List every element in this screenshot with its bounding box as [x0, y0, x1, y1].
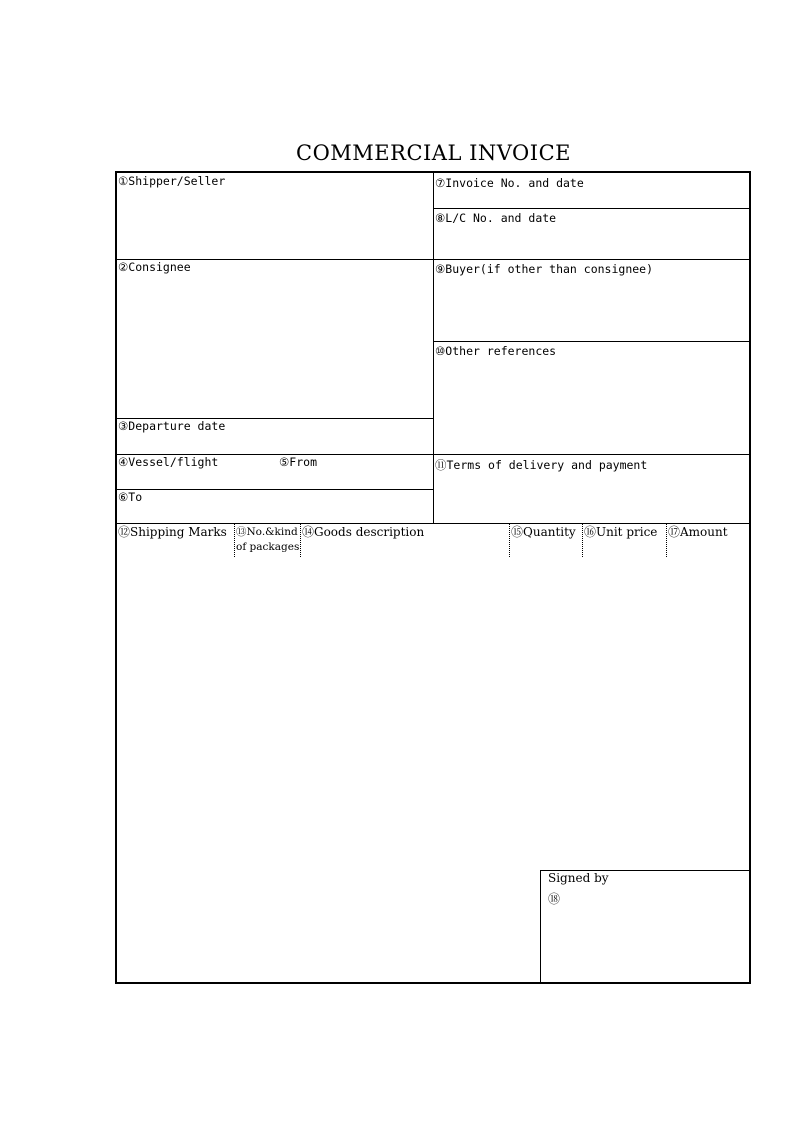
- shipper-label: ①Shipper/Seller: [118, 174, 226, 188]
- lc-no-label: ⑧L/C No. and date: [435, 211, 557, 225]
- divider: [117, 259, 751, 260]
- invoice-no-label: ⑦Invoice No. and date: [435, 176, 584, 190]
- divider: [433, 173, 434, 524]
- col-shipping-marks: ⑫Shipping Marks: [118, 525, 227, 539]
- buyer-label: ⑨Buyer(if other than consignee): [435, 262, 654, 276]
- column-separator: [234, 524, 235, 557]
- signed-by-label: Signed by: [548, 871, 609, 885]
- from-label: ⑤From: [279, 455, 318, 469]
- signature-number: ⑱: [548, 892, 561, 906]
- divider: [433, 341, 751, 342]
- col-quantity: ⑮Quantity: [511, 525, 576, 539]
- col-amount: ⑰Amount: [668, 525, 728, 539]
- departure-date-label: ③Departure date: [118, 419, 226, 433]
- col-packages-line2: of packages: [236, 541, 300, 553]
- vessel-label: ④Vessel/flight: [118, 455, 219, 469]
- divider: [117, 523, 751, 524]
- column-separator: [666, 524, 667, 557]
- col-goods-description: ⑭Goods description: [302, 525, 425, 539]
- column-separator: [509, 524, 510, 557]
- column-separator: [300, 524, 301, 557]
- to-label: ⑥To: [118, 490, 143, 504]
- consignee-label: ②Consignee: [118, 260, 191, 274]
- document-title: COMMERCIAL INVOICE: [296, 141, 571, 165]
- divider: [540, 870, 541, 982]
- other-references-label: ⑩Other references: [435, 344, 557, 358]
- col-packages: ⑬No.&kind: [236, 526, 298, 538]
- divider: [117, 489, 433, 490]
- divider: [433, 208, 751, 209]
- terms-label: ⑪Terms of delivery and payment: [435, 458, 648, 472]
- invoice-form: [115, 171, 751, 984]
- col-unit-price: ⑯Unit price: [584, 525, 658, 539]
- column-separator: [582, 524, 583, 557]
